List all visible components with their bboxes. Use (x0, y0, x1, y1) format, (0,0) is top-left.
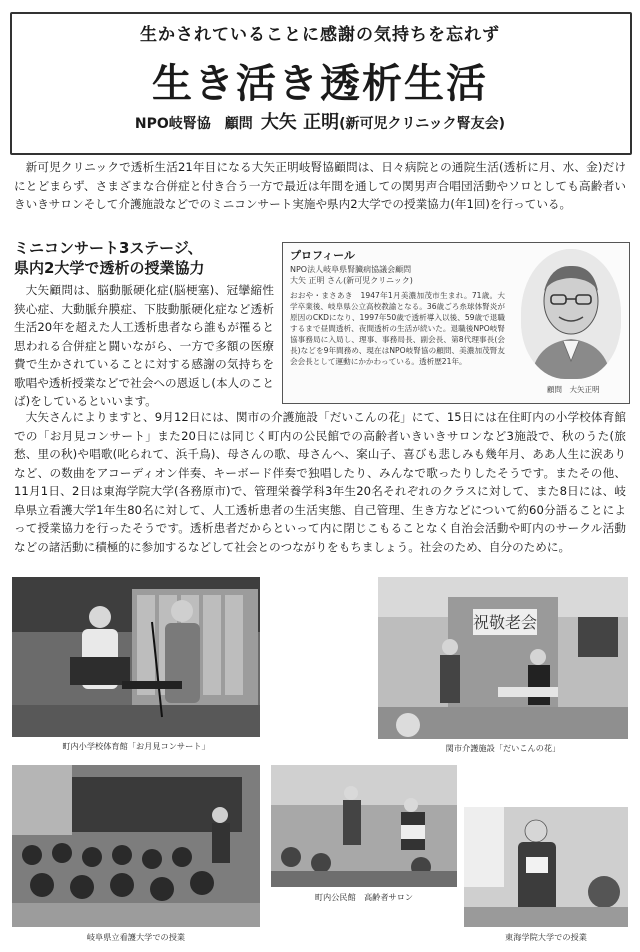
photo-tokai-university-caption: 東海学院大学での授業 (505, 932, 587, 942)
article-subtitle: 生かされていることに感謝の気持ちを忘れず (140, 25, 500, 45)
author-line (0, 108, 640, 134)
section-heading (14, 238, 274, 278)
profile-box (282, 242, 630, 404)
profile-affiliation-line1: NPO法人岐阜県腎臓病協議会顧問 (290, 265, 412, 274)
profile-affiliation-line2: 大矢 正明 さん(新可児クリニック) (290, 276, 413, 285)
concert-scene-image (12, 577, 260, 737)
profile-title: プロフィール (290, 249, 355, 262)
photo-moon-concert (12, 577, 260, 737)
banner-text: 祝敬老会 (472, 613, 538, 632)
care-facility-scene-image (378, 577, 628, 739)
photo-nursing-university-caption: 岐阜県立看護大学での授業 (86, 932, 186, 942)
photo-tokai-university (464, 807, 628, 927)
article-title: 生き活き透析生活 (152, 61, 488, 107)
section-heading-line1: ミニコンサート3ステージ、 (14, 239, 203, 257)
classroom-scene-image (12, 765, 260, 927)
photo-care-facility-caption: 関市介護施設「だいこんの花」 (445, 743, 561, 753)
intro-paragraph: 新可児クリニックで透析生活21年目になる大矢正明岐腎協顧問は、日々病院との通院生活(透析に月、水、金)だけにとどまらず、さまざまな合併症と付き合う一方で最近は年間を通しての関男声合唱団活動やソロとしても高齢者いきいきサロンそして介護施設などでのミニコンサート実施や県内2大学での授業協力(年1回)を行っている。 (14, 160, 626, 211)
photo-care-facility (378, 577, 628, 739)
photo-nursing-university (12, 765, 260, 927)
body-paragraph-2: 大矢さんによりますと、9月12日には、関市の介護施設「だいこんの花」にて、15日には在住町内の小学校体育館での「お月見コンサート」また20日には同じく町内の公民館での高齢者いきいきサロンなど3施設で、秋のうた(旅愁、里の秋)や唱歌(叱られて、浜千鳥)、母さんの歌、母さんへ、案山子、喜びも悲しみも幾年月、ああ人生に涙ありなど、の数曲をアコーディオン伴奏、キーボード伴奏で独唱したり、みんなで歌ったりしたそうです。またその他、11月1日、2日は東海学院大学(各務原市)で、管理栄養学科3年生20名それぞれのクラスに対して、また8日には、岐阜県立看護大学1年生80名に対して、人工透析患者の生活実態、自己管理、生き方などについて約60分語ることによって授業協力を行ったそうです。透析患者だからといって内に閉じこもることなく自治会活動や町内のサークル活動などの諸活動に積極的に参加するなどして社会とのつながりをもちましょう。社会のため、自分のために。 (14, 410, 626, 554)
photo-community-salon (271, 765, 457, 887)
salon-scene-image (271, 765, 457, 887)
photo-community-salon-caption: 町内公民館 高齢者サロン (314, 892, 414, 902)
body-paragraph-1: 大矢顧問は、脳動脈硬化症(脳梗塞)、冠攣縮性狭心症、大動脈弁膜症、下肢動脈硬化症など透析生活20年を超えた人工透析患者なら誰もが罹ると思われる合併症と闘いながら、一方で多額の医療費で生かされていることに対する感謝の気持ちを歌唱や透析授業などで社会への恩返し(本人のことば)をしているといいます。 (14, 283, 274, 408)
author-clinic: (新可児クリニック腎友会) (339, 116, 506, 132)
portrait-image (521, 249, 621, 379)
author-name: 大矢 正明 (260, 112, 340, 133)
photo-moon-concert-caption: 町内小学校体育館「お月見コンサート」 (62, 741, 210, 751)
lecture-scene-image (464, 807, 628, 927)
author-org: NPO岐腎協 顧問 (134, 116, 253, 132)
profile-body: おおや・まさあき 1947年1月美濃加茂市生まれ。71歳。大学卒業後、岐阜県公立高校教諭となる。36歳ごろ糸球体腎炎が原因のCKDになり、1997年50歳で透析導入以後、59歳で退職するまで昼間透析、夜間透析の生活が続いた。退職後NPO岐腎協事務局に入局し、理事、事務局長、副会長、第8代理事長(会長)などを9年間務め、現在はNPO岐腎協の顧問、美濃加茂腎友会会長として運動にかかわっている。透析歴21年。 (290, 291, 505, 366)
profile-photo-caption: 顧問 大矢正明 (547, 385, 600, 394)
profile-portrait-photo (521, 249, 621, 379)
section-heading-line2: 県内2大学で透析の授業協力 (14, 259, 205, 277)
profile-affiliation (290, 264, 505, 286)
